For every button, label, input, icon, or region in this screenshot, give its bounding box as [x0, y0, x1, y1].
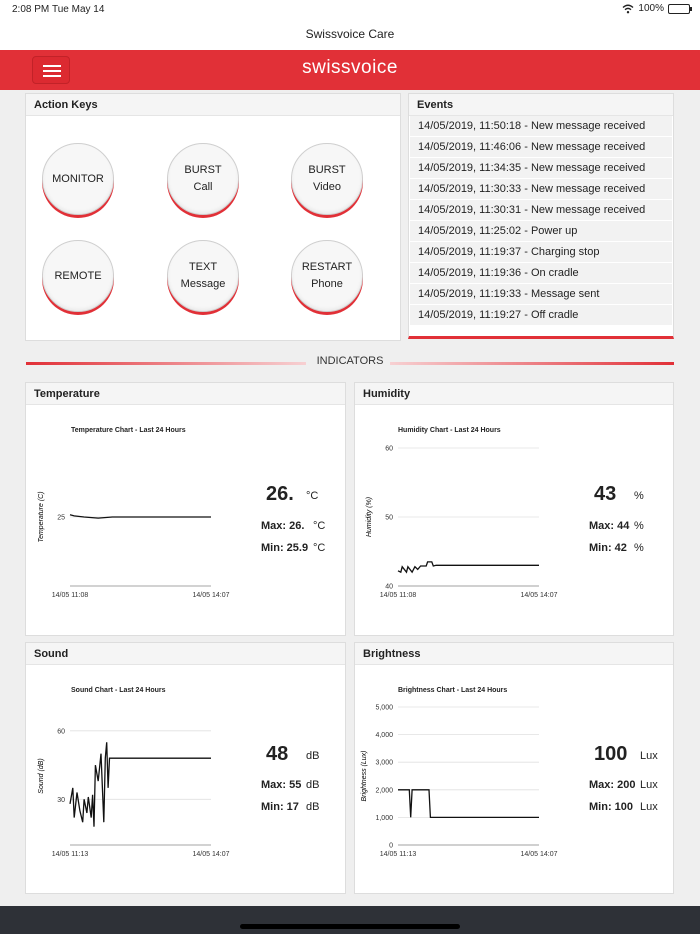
bottom-bar [0, 906, 700, 934]
humidity-title: Humidity [355, 383, 673, 405]
x-tick-label: 14/05 14:07 [520, 851, 558, 858]
status-time: 2:08 PM [12, 4, 50, 15]
humidity-chart-title: Humidity Chart - Last 24 Hours [398, 427, 501, 434]
humidity-min-unit: % [634, 542, 644, 554]
sound-value: 48 [266, 743, 289, 765]
y-axis-label: Sound (dB) [38, 758, 45, 794]
x-tick-label: 14/05 14:07 [520, 592, 558, 599]
event-item: 14/05/2019, 11:19:33 - Message sent [410, 284, 672, 304]
y-tick-label: 4,000 [375, 732, 393, 740]
sound-min-unit: dB [306, 801, 320, 813]
key-label: BURST [184, 164, 222, 176]
y-tick-label: 60 [57, 728, 65, 736]
temperature-min: Min: 25.9 [261, 542, 309, 554]
humidity-max-unit: % [634, 520, 644, 532]
y-tick-label: 40 [385, 583, 393, 591]
sound-max-unit: dB [306, 779, 320, 791]
sound-min: Min: 17 [261, 801, 299, 813]
app-title: Swissvoice Care [0, 18, 700, 50]
key-sublabel: Message [180, 278, 226, 290]
battery-percent: 100% [638, 3, 664, 14]
temperature-unit: °C [306, 490, 319, 502]
event-item: 14/05/2019, 11:25:02 - Power up [410, 221, 672, 241]
y-tick-label: 5,000 [375, 704, 393, 712]
temperature-title: Temperature [26, 383, 345, 405]
y-tick-label: 50 [385, 514, 393, 522]
event-item: 14/05/2019, 11:19:27 - Off cradle [410, 305, 672, 325]
y-tick-label: 1,000 [375, 814, 393, 822]
humidity-unit: % [634, 490, 644, 502]
temperature-value: 26. [266, 483, 294, 505]
temperature-max-unit: °C [313, 520, 326, 532]
y-tick-label: 30 [57, 796, 65, 804]
series-line [398, 790, 539, 818]
brightness-max: Max: 200 [589, 779, 636, 791]
sound-title: Sound [26, 643, 345, 665]
y-axis-label: Humidity (%) [366, 496, 373, 538]
y-tick-label: 0 [389, 842, 393, 850]
indicators-label: INDICATORS [316, 355, 384, 367]
y-tick-label: 3,000 [375, 759, 393, 767]
x-tick-label: 14/05 11:13 [51, 851, 89, 858]
y-axis-label: Temperature (C) [38, 491, 45, 543]
key-label: TEXT [188, 261, 218, 273]
key-sublabel: Phone [311, 278, 343, 290]
brand-logo: swissvoice [302, 57, 398, 78]
x-tick-label: 14/05 14:07 [192, 592, 230, 599]
status-date: Tue May 14 [52, 4, 105, 15]
key-label: RESTART [301, 261, 353, 273]
key-label: REMOTE [54, 269, 102, 282]
event-item: 14/05/2019, 11:30:31 - New message received [410, 200, 672, 220]
x-tick-label: 14/05 14:07 [192, 851, 230, 858]
action-keys-title: Action Keys [26, 94, 400, 116]
y-tick-label: 60 [385, 445, 393, 453]
brightness-title: Brightness [355, 643, 673, 665]
temperature-chart-title: Temperature Chart - Last 24 Hours [71, 427, 186, 434]
event-item: 14/05/2019, 11:34:35 - New message received [410, 158, 672, 178]
events-title: Events [409, 94, 673, 116]
humidity-min: Min: 42 [589, 542, 627, 554]
sound-max: Max: 55 [261, 779, 302, 791]
home-indicator[interactable] [240, 924, 460, 929]
y-tick-label: 25 [57, 514, 65, 522]
temperature-min-unit: °C [313, 542, 326, 554]
event-item: 14/05/2019, 11:50:18 - New message received [410, 116, 672, 136]
key-label: MONITOR [52, 172, 104, 185]
temperature-max: Max: 26. [261, 520, 305, 532]
sound-unit: dB [306, 750, 320, 762]
humidity-value: 43 [594, 483, 617, 505]
x-tick-label: 14/05 11:08 [379, 592, 417, 599]
sound-chart-title: Sound Chart - Last 24 Hours [71, 687, 166, 694]
event-item: 14/05/2019, 11:30:33 - New message received [410, 179, 672, 199]
humidity-max: Max: 44 [589, 520, 630, 532]
brightness-max-unit: Lux [640, 779, 658, 791]
y-tick-label: 2,000 [375, 787, 393, 795]
brightness-chart-title: Brightness Chart - Last 24 Hours [398, 687, 508, 694]
x-tick-label: 14/05 11:08 [51, 592, 89, 599]
key-sublabel: Call [193, 181, 213, 193]
y-axis-label: Brightness (Lux) [361, 750, 368, 802]
brightness-value: 100 [594, 743, 628, 765]
key-label: BURST [308, 164, 346, 176]
event-item: 14/05/2019, 11:19:36 - On cradle [410, 263, 672, 283]
key-sublabel: Video [313, 181, 341, 193]
event-item: 14/05/2019, 11:19:37 - Charging stop [410, 242, 672, 262]
x-tick-label: 14/05 11:13 [379, 851, 417, 858]
brightness-min: Min: 100 [589, 801, 634, 813]
brightness-unit: Lux [640, 750, 658, 762]
event-item: 14/05/2019, 11:46:06 - New message received [410, 137, 672, 157]
brightness-min-unit: Lux [640, 801, 658, 813]
